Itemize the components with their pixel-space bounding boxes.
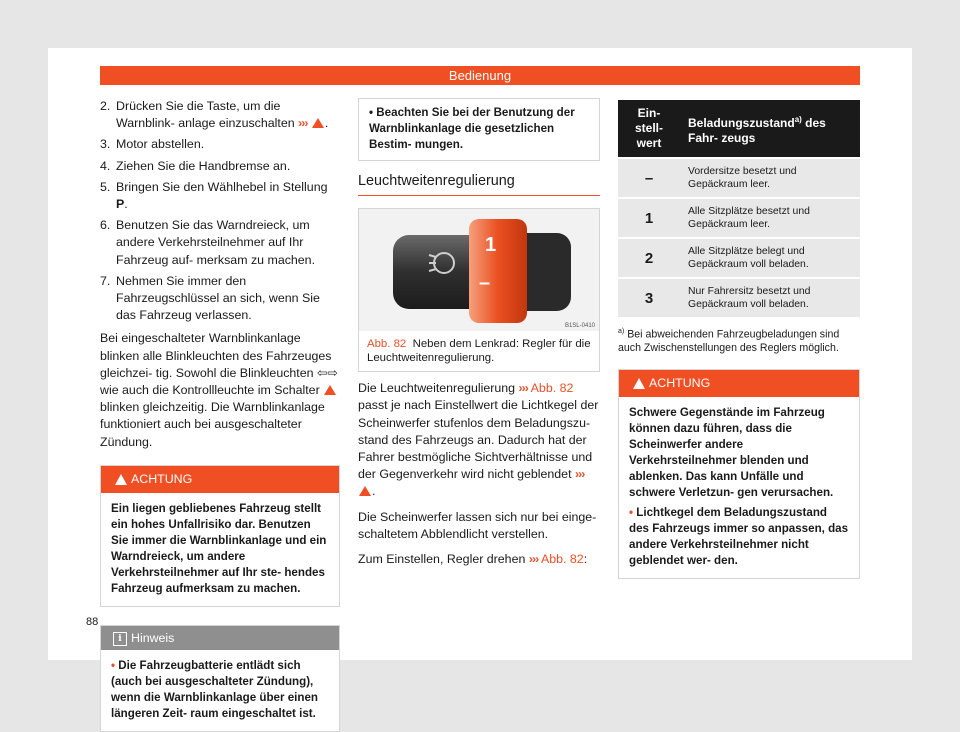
table-row: 1 Alle Sitzplätze besetzt und Gepäckraum leer. xyxy=(618,199,860,237)
dial-roller xyxy=(469,219,527,323)
warning-header: ACHTUNG xyxy=(101,466,339,493)
warning-text: Schwere Gegenstände im Fahrzeug können dazu führen, dass die Scheinwerfer andere Verkehrsteilnehmer blenden und ablenken. Das kann Unfälle und schwere Verletzun- gen verursachen. • Lichtkegel dem Beladungszustand des Fahrzeugs immer so anpassen, das andere Verkehrsteilnehmer nicht geblendet wer- den. xyxy=(629,405,849,567)
table-row: 3 Nur Fahrersitz besetzt und Gepäckraum voll beladen. xyxy=(618,279,860,317)
figure-caption: Abb. 82 Neben dem Lenkrad: Regler für die Leuchtweitenregulierung. xyxy=(367,338,591,365)
hint-header: i Hinweis xyxy=(101,626,339,650)
list-item: 4. Ziehen Sie die Handbremse an. xyxy=(100,158,291,173)
hint-box xyxy=(100,625,340,732)
turn-signal-icon: ⇦⇨ xyxy=(316,365,338,380)
warning-header: ACHTUNG xyxy=(619,370,859,397)
list-item: 5. Bringen Sie den Wählhebel in Stellung P. xyxy=(100,179,328,212)
hint-text: • Die Fahrzeugbatterie entlädt sich (auch bei ausgeschalteter Zündung), wenn die Warnblinkanlage über einen längeren Zeit- raum eingeschaltet ist. xyxy=(111,658,319,720)
dial-label-minus: – xyxy=(479,272,491,295)
page-number: 88 xyxy=(86,616,99,628)
table-header-row xyxy=(618,100,860,157)
table-header-value: Ein- stell- wert xyxy=(618,100,680,157)
warning-triangle-icon xyxy=(359,486,371,496)
step-list xyxy=(100,98,340,324)
headlight-dial-illustration xyxy=(359,209,599,331)
figure-link[interactable]: Abb. 82 xyxy=(530,381,574,396)
paragraph: Die Leuchtweitenregulierung ››› Abb. 82 passt je nach Einstellwert die Lichtkegel der Scheinwerfer stufenlos dem Beladungszu- stand des Fahrzeugs an. Dadurch hat der Fahrer bestmögliche Sichtverhältnisse und der Gegenverkehr wird nicht geblendet ››› . xyxy=(358,381,599,499)
table-header-load: Beladungszustand$^{a)}$ des Fahr- zeugs xyxy=(680,100,860,157)
warning-triangle-icon xyxy=(312,118,324,128)
paragraph: Die Scheinwerfer lassen sich nur bei einge- schaltetem Abblendlicht verstellen. xyxy=(358,509,597,541)
warning-box xyxy=(618,369,860,579)
reference-arrows: ››› xyxy=(528,552,539,567)
table-row: 2 Alle Sitzplätze belegt und Gepäckraum voll beladen. xyxy=(618,239,860,277)
reference-arrows: ››› xyxy=(518,381,528,396)
table-footnote: $^{a)}$ Bei abweichenden Fahrzeugbeladungen sind auch Zwischenstellungen des Reglers möglich. xyxy=(618,328,840,354)
warning-icon xyxy=(633,378,645,389)
warning-text: Ein liegen gebliebenes Fahrzeug stellt ein hohes Unfallrisiko dar. Benutzen Sie immer die Warnblinkanlage und ein Warndreieck, um andere Verkehrsteilnehmer auf Ihr ste- hendes Fahrzeug aufmerksam zu machen. xyxy=(111,501,327,595)
list-item: 7. Nehmen Sie immer den Fahrzeugschlüssel an sich, wenn Sie das Fahrzeug verlassen. xyxy=(100,273,320,323)
paragraph: Zum Einstellen, Regler drehen ››› Abb. 82: xyxy=(358,552,588,567)
figure-code: B1SL-0410 xyxy=(564,323,595,330)
settings-table xyxy=(618,98,860,319)
column-left xyxy=(100,98,340,732)
table-row: – Vordersitze besetzt und Gepäckraum leer. xyxy=(618,159,860,197)
dial-label-1: 1 xyxy=(485,234,497,257)
warning-icon xyxy=(115,474,127,485)
figure xyxy=(358,208,600,372)
column-middle xyxy=(358,98,600,576)
section-header: Bedienung xyxy=(100,66,860,85)
warning-box xyxy=(100,465,340,607)
list-item: 6. Benutzen Sie das Warndreieck, um andere Verkehrsteilnehmer auf Ihr Fahrzeug auf- merksam zu machen. xyxy=(100,218,316,267)
column-right xyxy=(618,98,860,579)
hazard-paragraph: Bei eingeschalteter Warnblinkanlage blinken alle Blinkleuchten des Fahrzeuges gleichzei- tig. Sowohl die Blinkleuchten ⇦⇨ wie auch die Kontrollleuchte im Schalter blinken gleichzeitig. Die Warnblinkanlage funktioniert auch bei ausgeschalteter Zündung. xyxy=(100,331,338,449)
section-title: Leuchtweitenregulierung xyxy=(358,173,600,196)
note-box xyxy=(358,98,600,161)
info-icon: i xyxy=(113,632,127,646)
reference-arrows: ››› xyxy=(574,467,585,482)
note-text: • Beachten Sie bei der Benutzung der Warnblinkanlage die gesetzlichen Bestim- mungen. xyxy=(369,106,575,151)
reference-arrows: ››› xyxy=(298,116,308,131)
figure-image xyxy=(359,209,599,331)
figure-link[interactable]: Abb. 82 xyxy=(540,552,584,567)
list-item: 3. Motor abstellen. xyxy=(100,137,205,152)
list-item: 2. Drücken Sie die Taste, um die Warnblink- anlage einzuschalten ››› . xyxy=(100,99,329,131)
warning-triangle-icon xyxy=(324,385,336,395)
